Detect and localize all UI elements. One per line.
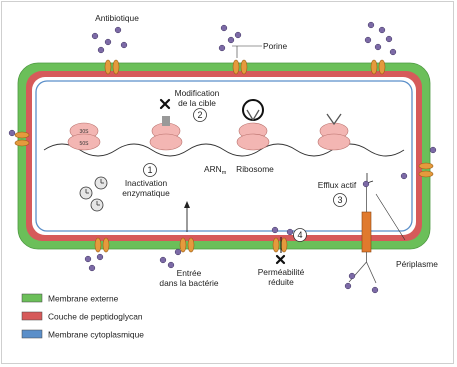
antibiotic-molecule-icon bbox=[287, 229, 293, 235]
ribosome-50s-label: 50S bbox=[79, 141, 89, 147]
antibiotic-molecule-icon bbox=[97, 254, 103, 260]
antibiotic-molecule-icon bbox=[365, 37, 371, 43]
legend-label: Couche de peptidoglycan bbox=[48, 311, 143, 322]
label-arn-main: ARN bbox=[204, 164, 222, 174]
label-ribosome: Ribosome bbox=[236, 164, 274, 174]
step-marker-2 bbox=[194, 109, 207, 122]
step-number: 3 bbox=[337, 195, 343, 205]
label-porine: Porine bbox=[263, 41, 288, 51]
antibiotic-molecule-icon bbox=[228, 37, 234, 43]
antibiotic-molecule-icon bbox=[160, 257, 166, 263]
antibiotic-molecule-icon bbox=[219, 45, 225, 51]
label-periplasme: Périplasme bbox=[396, 259, 438, 269]
legend-swatch bbox=[22, 312, 42, 320]
step-marker-3 bbox=[334, 194, 347, 207]
label-inactivation-2: enzymatique bbox=[122, 188, 170, 198]
step-number: 1 bbox=[147, 165, 153, 175]
label-antibiotique: Antibiotique bbox=[95, 13, 139, 23]
antibiotic-molecule-icon bbox=[92, 33, 98, 39]
legend bbox=[22, 294, 144, 340]
antibiotic-molecule-icon bbox=[115, 27, 121, 33]
legend-swatch bbox=[22, 294, 42, 302]
antibiotic-molecule-icon bbox=[430, 147, 436, 153]
antibiotic-molecule-icon bbox=[345, 283, 351, 289]
label-inactivation-1: Inactivation bbox=[124, 178, 168, 188]
label-efflux: Efflux actif bbox=[317, 180, 357, 190]
step-marker-4 bbox=[294, 229, 307, 242]
label-arn-sub: m bbox=[221, 170, 227, 176]
antibiotic-molecule-icon bbox=[372, 287, 378, 293]
label-permeabilite-1: Perméabilité bbox=[257, 267, 305, 277]
cytoplasm bbox=[32, 77, 416, 235]
legend-swatch bbox=[22, 330, 42, 338]
legend-label: Membrane cytoplasmique bbox=[48, 329, 144, 340]
antibiotic-molecule-icon bbox=[221, 25, 227, 31]
legend-label: Membrane externe bbox=[48, 293, 119, 304]
label-permeabilite-2: réduite bbox=[268, 277, 294, 287]
antibiotic-molecule-icon bbox=[375, 44, 381, 50]
step-number: 4 bbox=[297, 230, 303, 240]
label-modification-2: de la cible bbox=[178, 98, 216, 108]
ribosome-30s-label: 30S bbox=[79, 129, 89, 135]
label-entree-2: dans la bactérie bbox=[159, 278, 219, 288]
antibiotic-molecule-icon bbox=[401, 173, 407, 179]
antibiotic-molecule-icon bbox=[368, 22, 374, 28]
antibiotic-molecule-icon bbox=[272, 227, 278, 233]
label-entree-1: Entrée bbox=[176, 268, 202, 278]
antibiotic-molecule-icon bbox=[98, 47, 104, 53]
antibiotic-molecule-icon bbox=[390, 49, 396, 55]
antibiotic-molecule-icon bbox=[379, 27, 385, 33]
ribosome-icon bbox=[68, 123, 100, 150]
label-modification-1: Modification bbox=[174, 88, 220, 98]
antibiotic-molecule-icon bbox=[349, 273, 355, 279]
antibiotic-molecule-icon bbox=[363, 181, 369, 187]
antibiotic-molecule-icon bbox=[235, 32, 241, 38]
antibiotic-molecule-icon bbox=[168, 262, 174, 268]
antibiotic-molecule-icon bbox=[386, 36, 392, 42]
antibiotic-molecule-icon bbox=[85, 256, 91, 262]
step-number: 2 bbox=[197, 110, 203, 120]
block-cross-icon bbox=[277, 256, 284, 263]
antibiotic-molecule-icon bbox=[175, 249, 181, 255]
antibiotic-molecule-icon bbox=[121, 42, 127, 48]
antibiotic-molecule-icon bbox=[105, 39, 111, 45]
antibiotic-molecule-icon bbox=[9, 130, 15, 136]
step-marker-1 bbox=[144, 164, 157, 177]
antibiotic-molecule-icon bbox=[89, 265, 95, 271]
